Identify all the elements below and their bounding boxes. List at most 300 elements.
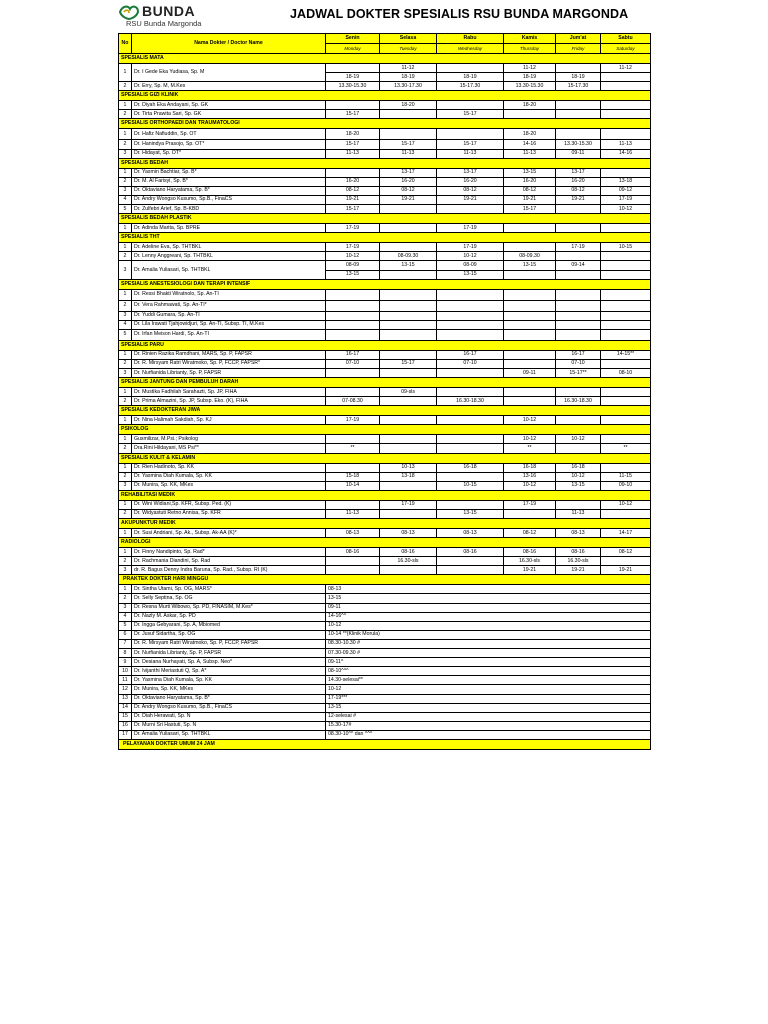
schedule-cell: 15-17** [556, 368, 601, 377]
schedule-cell: 08-09 [437, 261, 504, 270]
schedule-cell [601, 435, 651, 444]
schedule-cell: 13.30-17.30 [380, 82, 437, 91]
sunday-no: 9 [119, 658, 132, 667]
sunday-row [119, 712, 651, 721]
section-title: REHABILITASI MEDIK [119, 490, 651, 500]
doctor-row [119, 388, 651, 397]
doctor-name: Dr. Vera Rahmawati, Sp. An-TI* [132, 300, 326, 311]
doctor-no: 1 [119, 548, 132, 557]
logo-subtitle: RSU Bunda Margonda [126, 19, 202, 28]
doctor-row [119, 140, 651, 149]
schedule-cell [504, 110, 556, 119]
doctor-no: 2 [119, 444, 132, 453]
sunday-time: 09-11^ [326, 658, 651, 667]
schedule-cell: 10-12 [504, 481, 556, 490]
doctor-name: Dr. Diyah Eka Andayani, Sp. GK [132, 101, 326, 110]
section-title: SPESIALIS ANESTESIOLOGI DAN TERAPI INTENSIF [119, 279, 651, 289]
schedule-cell: 15-17 [326, 205, 380, 214]
doctor-row [119, 566, 651, 575]
schedule-cell: 17-19 [504, 500, 556, 509]
doctor-no: 1 [119, 500, 132, 509]
sunday-row [119, 594, 651, 603]
schedule-cell [556, 500, 601, 509]
schedule-cell: 13-16 [504, 472, 556, 481]
day-header-en: Wednesday [437, 44, 504, 54]
doctor-no: 2 [119, 359, 132, 368]
doctor-no: 1 [119, 243, 132, 252]
doctor-row [119, 320, 651, 329]
schedule-cell [437, 416, 504, 425]
schedule-cell [504, 300, 556, 311]
doctor-no: 2 [119, 177, 132, 186]
schedule-cell: 11-13 [326, 149, 380, 158]
section-title: SPESIALIS GIZI KLINIK [119, 91, 651, 101]
doctor-no: 2 [119, 110, 132, 119]
schedule-cell [437, 329, 504, 340]
doctor-name: Dr. Lenny Anggreani, Sp. THTBKL [132, 252, 326, 261]
schedule-cell: 15-17.30 [556, 82, 601, 91]
schedule-cell [380, 311, 437, 320]
doctor-no: 2 [119, 82, 132, 91]
schedule-cell: 08-16 [326, 548, 380, 557]
schedule-cell [556, 270, 601, 279]
schedule-cell: 13-15 [380, 261, 437, 270]
schedule-cell: 09-11 [556, 149, 601, 158]
schedule-cell: 13.30-15.30 [504, 82, 556, 91]
schedule-cell: 11-13 [437, 149, 504, 158]
schedule-cell: 16-20 [380, 177, 437, 186]
schedule-cell: 08-16 [556, 548, 601, 557]
schedule-cell [437, 300, 504, 311]
doctor-name: Dr. Nurfianida Librianty, Sp. P, FAPSR [132, 368, 326, 377]
schedule-cell: 09-10 [601, 481, 651, 490]
doctor-no: 1 [119, 101, 132, 110]
schedule-cell: 16-20 [326, 177, 380, 186]
schedule-cell: 16-17 [437, 350, 504, 359]
schedule-cell [437, 435, 504, 444]
schedule-cell [601, 110, 651, 119]
sunday-time: 14.30-selesai** [326, 676, 651, 685]
schedule-cell: 16-17 [556, 350, 601, 359]
schedule-cell [437, 557, 504, 566]
doctor-name: Dr. Munira, Sp. KK, MKes [132, 481, 326, 490]
schedule-cell: 13-17 [437, 168, 504, 177]
schedule-cell: 16.30-18.30 [556, 397, 601, 406]
doctor-row [119, 481, 651, 490]
doctor-name: Dr. Rachmania Diandini, Sp. Rad [132, 557, 326, 566]
schedule-cell: 17-19 [326, 416, 380, 425]
sunday-no: 16 [119, 721, 132, 730]
schedule-cell [601, 416, 651, 425]
doctor-row [119, 186, 651, 195]
schedule-cell: 19-21 [380, 195, 437, 204]
schedule-cell [556, 289, 601, 300]
doctor-name: Dr. Finny Nandipinto, Sp. Rad* [132, 548, 326, 557]
schedule-cell: 13.30-15.30 [326, 82, 380, 91]
section-header [119, 425, 651, 435]
schedule-cell: 08-09.30 [504, 252, 556, 261]
schedule-cell: 17-19 [380, 500, 437, 509]
schedule-cell: 11-12 [504, 64, 556, 73]
schedule-cell: 14-17 [601, 529, 651, 538]
schedule-cell [601, 300, 651, 311]
schedule-cell [601, 168, 651, 177]
schedule-cell: ** [601, 444, 651, 453]
sunday-time: 09-11 [326, 603, 651, 612]
doctor-row [119, 224, 651, 233]
schedule-cell [601, 397, 651, 406]
doctor-row [119, 129, 651, 140]
schedule-cell: 15-17 [380, 359, 437, 368]
schedule-cell: 19-21 [556, 195, 601, 204]
sunday-row [119, 603, 651, 612]
schedule-cell: 08-12 [556, 186, 601, 195]
sunday-no: 8 [119, 649, 132, 658]
schedule-cell [556, 224, 601, 233]
section-title: AKUPUNKTUR MEDIK [119, 519, 651, 529]
schedule-cell: 08-16 [504, 548, 556, 557]
doctor-row [119, 350, 651, 359]
sunday-no: 13 [119, 694, 132, 703]
schedule-cell [601, 270, 651, 279]
schedule-cell: 08-12 [437, 186, 504, 195]
doctor-row [119, 168, 651, 177]
schedule-cell [504, 397, 556, 406]
sunday-row [119, 612, 651, 621]
sunday-doctor-name: Dr. Ingga Gebyarani, Sp. A, Mbiomed [132, 621, 326, 630]
schedule-cell [437, 388, 504, 397]
doctor-no: 2 [119, 140, 132, 149]
section-header [119, 91, 651, 101]
sunday-doctor-name: Dr. Ivijanthi Meriastuti Q, Sp. A* [132, 667, 326, 676]
schedule-cell: 13-15 [504, 261, 556, 270]
doctor-no: 2 [119, 557, 132, 566]
sunday-time: 14-16^^ [326, 612, 651, 621]
doctor-name: Dr. M. Al Farisyi, Sp. B* [132, 177, 326, 186]
schedule-cell [504, 289, 556, 300]
schedule-cell: 10-12 [556, 472, 601, 481]
schedule-cell: 16-20 [556, 177, 601, 186]
schedule-cell: 15-17 [326, 110, 380, 119]
doctor-row [119, 300, 651, 311]
schedule-cell [601, 73, 651, 82]
schedule-cell: 17-19 [601, 195, 651, 204]
section-header [119, 519, 651, 529]
sunday-doctor-name: Dr. Andry Wongso Kusumo, Sp.B., FinaCS [132, 703, 326, 712]
doctor-row [119, 472, 651, 481]
sunday-doctor-name: Dr. Oktaviano Haryatama, Sp. B* [132, 694, 326, 703]
schedule-cell: 16-18 [504, 463, 556, 472]
day-header-en: Tuesday [380, 44, 437, 54]
doctor-no: 1 [119, 463, 132, 472]
doctor-row [119, 435, 651, 444]
sunday-no: 17 [119, 730, 132, 739]
doctor-no: 1 [119, 388, 132, 397]
schedule-cell [556, 320, 601, 329]
schedule-cell: 10-15 [437, 481, 504, 490]
doctor-no: 1 [119, 435, 132, 444]
schedule-cell [601, 509, 651, 518]
schedule-cell [326, 64, 380, 73]
sunday-no: 2 [119, 594, 132, 603]
schedule-cell [556, 205, 601, 214]
schedule-cell: 11-13 [380, 149, 437, 158]
doctor-row [119, 101, 651, 110]
schedule-cell: 15-17 [437, 110, 504, 119]
schedule-cell [326, 500, 380, 509]
sunday-time: 10-14 **(Klinik Morula) [326, 630, 651, 639]
section-title: RADIOLOGI [119, 538, 651, 548]
doctor-no: 3 [119, 311, 132, 320]
day-header-en: Saturday [601, 44, 651, 54]
schedule-cell: 09-12 [601, 186, 651, 195]
schedule-cell: 18-19 [556, 73, 601, 82]
schedule-cell: 08-13 [326, 529, 380, 538]
schedule-cell [504, 359, 556, 368]
schedule-cell: 10-14 [326, 481, 380, 490]
schedule-cell: 18-19 [437, 73, 504, 82]
schedule-cell [556, 416, 601, 425]
schedule-cell: 07-08.30 [326, 397, 380, 406]
doctor-no: 3 [119, 368, 132, 377]
schedule-cell: 11-12 [380, 64, 437, 73]
doctor-name: Gusmilizar, M.Psi.; Psikolog [132, 435, 326, 444]
doctor-name: Dr. Nina Halimah Sakdiah, Sp. KJ [132, 416, 326, 425]
schedule-cell: 08-13 [380, 529, 437, 538]
schedule-cell [556, 388, 601, 397]
schedule-cell [437, 320, 504, 329]
schedule-cell [380, 435, 437, 444]
schedule-cell [437, 368, 504, 377]
schedule-cell: 19-21 [556, 566, 601, 575]
schedule-cell: 08-13 [556, 529, 601, 538]
schedule-cell: 13-15 [437, 509, 504, 518]
sunday-no: 5 [119, 621, 132, 630]
sunday-row [119, 667, 651, 676]
doctor-name: Dr. I Gede Eka Yudiasa, Sp. M [132, 64, 326, 82]
doctor-row [119, 463, 651, 472]
sunday-no: 7 [119, 639, 132, 648]
schedule-cell [504, 329, 556, 340]
sunday-time: 07.30-09.30 # [326, 649, 651, 658]
schedule-cell: 11-12 [601, 64, 651, 73]
schedule-cell: 08-16 [380, 548, 437, 557]
schedule-cell: 13-15 [504, 168, 556, 177]
schedule-cell [556, 64, 601, 73]
section-header [119, 378, 651, 388]
doctor-name: Dr. Rien Hadinoto, Sp. KK [132, 463, 326, 472]
doctor-no: 2 [119, 252, 132, 261]
doctor-row [119, 548, 651, 557]
sunday-row [119, 676, 651, 685]
sunday-row [119, 721, 651, 730]
schedule-cell: 18-20 [504, 101, 556, 110]
section-header [119, 406, 651, 416]
schedule-cell: 11-13 [326, 509, 380, 518]
schedule-cell: ** [504, 444, 556, 453]
doctor-no: 4 [119, 320, 132, 329]
sunday-doctor-name: Dr. R. Mirsyam Ratri Wiratmoko, Sp. P, FCCP, FAPSR [132, 639, 326, 648]
schedule-cell: 16-20 [437, 177, 504, 186]
day-header: Jum'at [556, 34, 601, 44]
schedule-cell: ** [326, 444, 380, 453]
doctor-name: Dr. Erry, Sp. M, M.Kes [132, 82, 326, 91]
schedule-cell [380, 481, 437, 490]
schedule-cell [556, 110, 601, 119]
doctor-row [119, 329, 651, 340]
doctor-no: 1 [119, 64, 132, 82]
sunday-time: 13-15 [326, 703, 651, 712]
schedule-cell [380, 416, 437, 425]
doctor-name: Dr. Lila Irawati Tjahjowidjuri, Sp. An-TI, Subsp. TI, M.Kes [132, 320, 326, 329]
schedule-cell: 10-12 [326, 252, 380, 261]
doctor-row [119, 82, 651, 91]
day-header-en: Monday [326, 44, 380, 54]
schedule-table [118, 33, 651, 750]
schedule-cell: 17-19 [326, 224, 380, 233]
schedule-cell: 18-19 [326, 73, 380, 82]
schedule-cell: 16.30-sls [380, 557, 437, 566]
header-row [119, 34, 651, 44]
schedule-cell [380, 509, 437, 518]
sunday-time: 10-12 [326, 621, 651, 630]
schedule-cell: 18-19 [504, 73, 556, 82]
schedule-cell [380, 444, 437, 453]
schedule-cell [556, 101, 601, 110]
doctor-no: 1 [119, 224, 132, 233]
schedule-cell: 08-12 [326, 186, 380, 195]
doctor-name: Dr. Hidayat, Sp. OT* [132, 149, 326, 158]
schedule-cell [601, 311, 651, 320]
doctor-row [119, 64, 651, 73]
doctor-name: Dr. Mustika Fadhilah Sarahazti, Sp. JP, FIHA [132, 388, 326, 397]
schedule-cell: 19-21 [326, 195, 380, 204]
sunday-row [119, 694, 651, 703]
schedule-cell: 10-12 [601, 500, 651, 509]
footer-row [119, 739, 651, 749]
doctor-name: Dr. Rinien Razika Ramdhani, MARS, Sp. P, FAPSR [132, 350, 326, 359]
schedule-cell: 09-14 [556, 261, 601, 270]
hospital-logo [118, 4, 258, 30]
sunday-row [119, 630, 651, 639]
sunday-no: 12 [119, 685, 132, 694]
schedule-cell: 13-18 [380, 472, 437, 481]
sunday-doctor-name: Dr. Resna Murti Wibowo, Sp. PD, FINASIM, M.Kes* [132, 603, 326, 612]
schedule-cell [326, 329, 380, 340]
doctor-row [119, 289, 651, 300]
sunday-time: 08.30-10^^ dan ^^^ [326, 730, 651, 739]
section-header [119, 340, 651, 350]
doctor-no: 1 [119, 416, 132, 425]
doctor-no: 1 [119, 168, 132, 177]
schedule-cell: 16.30-sls [556, 557, 601, 566]
schedule-cell [326, 320, 380, 329]
sunday-row [119, 649, 651, 658]
schedule-cell: 08-12 [504, 186, 556, 195]
schedule-cell [326, 368, 380, 377]
doctor-name: Dr. Irfan Meison Hardi, Sp. An-TI [132, 329, 326, 340]
doctor-row [119, 177, 651, 186]
schedule-cell: 19-21 [437, 195, 504, 204]
doctor-no: 3 [119, 566, 132, 575]
schedule-cell [504, 270, 556, 279]
sunday-doctor-name: Dr. Munira, Sp. KK, MKes [132, 685, 326, 694]
doctor-row [119, 195, 651, 204]
doctor-name: Dr. Tirta Prawita Sari, Sp. GK [132, 110, 326, 119]
schedule-cell: 13-15 [326, 270, 380, 279]
sunday-time: 08.30-10.30 # [326, 639, 651, 648]
schedule-cell: 18-20 [504, 129, 556, 140]
schedule-cell [601, 289, 651, 300]
schedule-cell: 10-12 [601, 205, 651, 214]
doctor-name: Dr. Amalia Yuliasari, Sp. THTBKL [132, 261, 326, 279]
schedule-cell [326, 101, 380, 110]
sunday-time: 17-19*** [326, 694, 651, 703]
schedule-cell [437, 101, 504, 110]
schedule-cell [326, 566, 380, 575]
schedule-cell [326, 435, 380, 444]
logo-brand: BUNDA [142, 3, 196, 19]
section-title: SPESIALIS THT [119, 233, 651, 243]
schedule-cell [380, 350, 437, 359]
doctor-name: Dr. Ressi Bhakti Wiratnolo, Sp. An-TI [132, 289, 326, 300]
schedule-cell: 08-09 [326, 261, 380, 270]
schedule-cell [380, 289, 437, 300]
doctor-name: Dr. Widyastuti Retno Annisa, Sp. KFR [132, 509, 326, 518]
sunday-time: 12-selesai # [326, 712, 651, 721]
section-header [119, 279, 651, 289]
schedule-cell: 19-21 [601, 566, 651, 575]
sunday-time: 08-13 [326, 585, 651, 594]
section-header [119, 54, 651, 64]
section-title: PSIKOLOG [119, 425, 651, 435]
doctor-name: Dr. Wini Widiani,Sp. KFR, Subsp. Ped. (K) [132, 500, 326, 509]
doctor-row [119, 416, 651, 425]
sunday-row [119, 585, 651, 594]
schedule-cell: 08-12 [504, 529, 556, 538]
schedule-cell: 08-16 [437, 548, 504, 557]
sunday-no: 3 [119, 603, 132, 612]
doctor-name: Dr. Prima Almazini, Sp. JP, Subsp. Eko. (K), FIHA [132, 397, 326, 406]
sunday-no: 14 [119, 703, 132, 712]
schedule-cell [556, 252, 601, 261]
doctor-no: 4 [119, 195, 132, 204]
schedule-cell [380, 368, 437, 377]
schedule-cell: 11-15 [601, 472, 651, 481]
schedule-cell: 17-19 [437, 243, 504, 252]
schedule-cell: 16.30-18.30 [437, 397, 504, 406]
schedule-cell [601, 320, 651, 329]
doctor-no: 5 [119, 329, 132, 340]
schedule-cell [556, 329, 601, 340]
schedule-cell [504, 224, 556, 233]
schedule-cell [601, 329, 651, 340]
schedule-cell [601, 463, 651, 472]
schedule-cell [504, 350, 556, 359]
schedule-cell [601, 224, 651, 233]
sunday-doctor-name: Dr. Sintha Utami, Sp. OG, MARS* [132, 585, 326, 594]
day-header: Senin [326, 34, 380, 44]
schedule-cell [504, 320, 556, 329]
schedule-cell [601, 261, 651, 270]
schedule-cell [380, 270, 437, 279]
sunday-no: 15 [119, 712, 132, 721]
sunday-row [119, 685, 651, 694]
schedule-cell: 09-11 [504, 368, 556, 377]
day-header-en: Friday [556, 44, 601, 54]
schedule-cell: 08-12 [601, 548, 651, 557]
schedule-cell [601, 101, 651, 110]
